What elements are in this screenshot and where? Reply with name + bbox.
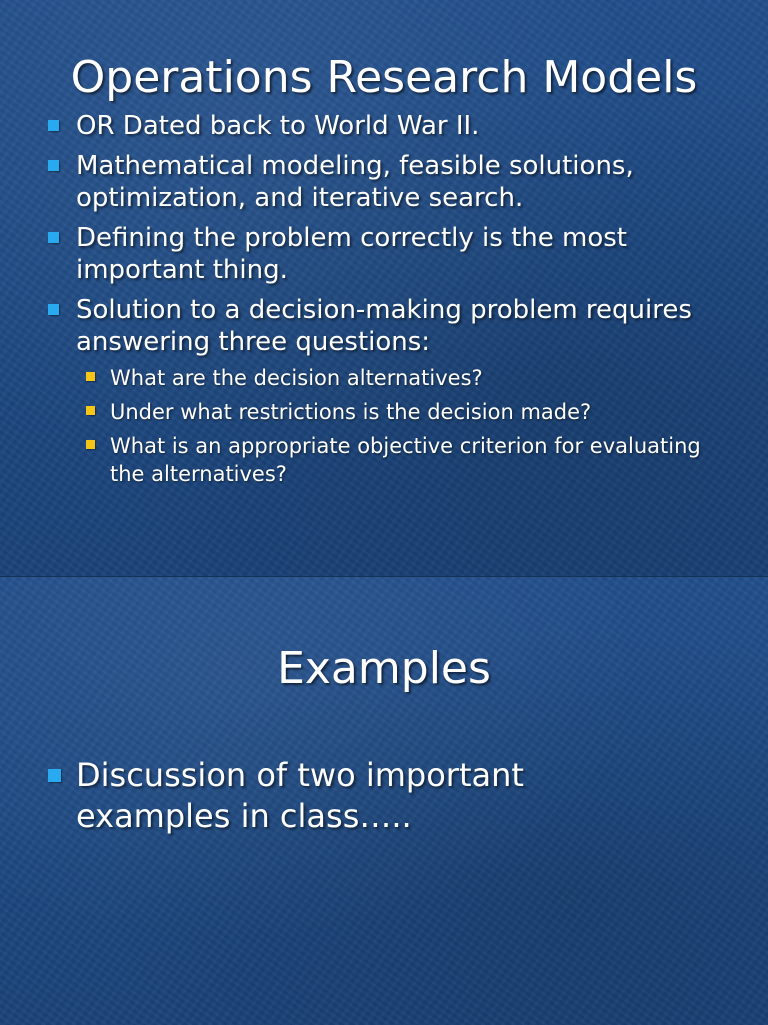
bullet-item — [0, 294, 732, 488]
bullet-text: Mathematical modeling, feasible solutions, optimization, and iterative search. — [76, 151, 634, 213]
sub-bullet-item — [78, 432, 720, 488]
sub-bullet-text: Under what restrictions is the decision made? — [110, 400, 592, 424]
sub-bullet-list — [76, 364, 732, 488]
square-bullet-icon — [48, 769, 61, 782]
bullet-item — [0, 150, 732, 214]
slide-examples — [0, 576, 768, 1025]
bullet-text: Defining the problem correctly is the most important thing. — [76, 223, 627, 285]
bullet-list — [0, 755, 596, 845]
square-bullet-icon — [48, 120, 59, 131]
square-bullet-icon — [48, 160, 59, 171]
square-sub-bullet-icon — [86, 372, 95, 381]
sub-bullet-item — [78, 364, 720, 392]
bullet-item — [0, 110, 732, 142]
slide-title: Examples — [277, 643, 491, 694]
bullet-text: OR Dated back to World War II. — [76, 111, 480, 141]
bullet-list — [0, 110, 732, 496]
square-bullet-icon — [48, 304, 59, 315]
slide-title: Operations Research Models — [70, 52, 698, 103]
bullet-text: Discussion of two important examples in class….. — [76, 756, 524, 835]
square-sub-bullet-icon — [86, 406, 95, 415]
sub-bullet-text: What are the decision alternatives? — [110, 366, 483, 390]
sub-bullet-text: What is an appropriate objective criterion for evaluating the alternatives? — [110, 434, 701, 486]
sub-bullet-item — [78, 398, 720, 426]
bullet-item — [0, 755, 596, 837]
square-sub-bullet-icon — [86, 440, 95, 449]
bullet-item — [0, 222, 732, 286]
bullet-text: Solution to a decision-making problem requires answering three questions: — [76, 295, 692, 357]
square-bullet-icon — [48, 232, 59, 243]
